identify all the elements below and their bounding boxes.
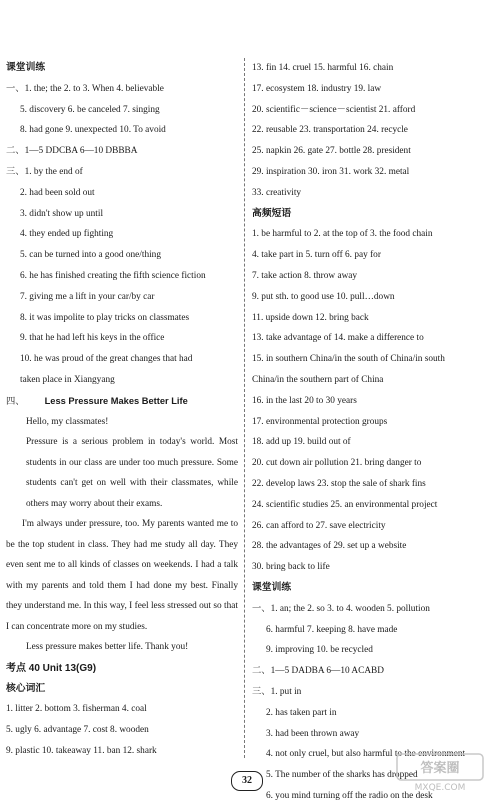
answer-line: 4. take part in 5. turn off 6. pay for (252, 250, 381, 261)
answer-line: taken place in Xiangyang (20, 374, 115, 385)
answer-line: 4. not only cruel, but also harmful to the environment (266, 749, 466, 760)
section-title-class-training: 课堂训练 (6, 62, 46, 73)
answer-line: 13. fin 14. cruel 15. harmful 16. chain (252, 63, 394, 73)
essay-closing: Less pressure makes better life. Thank you! (26, 642, 189, 653)
answer-line: 6. harmful 7. keeping 8. have made (266, 624, 398, 635)
answer-line: 9. improving 10. be recycled (266, 645, 373, 656)
answer-line: 26. can afford to 27. save electricity (252, 520, 386, 531)
answer-line: 5. can be turned into a good one/thing (20, 250, 161, 261)
svg-text:MXQE.COM: MXQE.COM (414, 783, 466, 793)
essay-greeting: Hello, my classmates! (26, 416, 109, 427)
essay-title: Less Pressure Makes Better Life (44, 395, 188, 406)
left-column (6, 58, 238, 762)
answer-line: 一、1. the; the 2. to 3. When 4. believable (6, 83, 164, 94)
answer-line: 5. ugly 6. advantage 7. cost 8. wooden (6, 725, 149, 736)
answer-line: China/in the southern part of China (252, 374, 384, 385)
answer-line: 一、1. an; the 2. so 3. to 4. wooden 5. pollution (252, 603, 430, 614)
right-column (252, 58, 486, 807)
section-title-phrases: 高频短语 (252, 207, 292, 219)
answer-line: 16. in the last 20 to 30 years (252, 395, 357, 406)
answer-line: 24. scientific studies 25. an environmental project (252, 499, 438, 510)
section-title-class-training-2: 课堂训练 (252, 581, 292, 593)
answer-line: 18. add up 19. build out of (252, 437, 351, 448)
answer-line: 7. giving me a lift in your car/by car (20, 291, 155, 302)
answer-line: 2. has taken part in (266, 707, 337, 718)
answer-line: 5. The number of the sharks has dropped (266, 770, 418, 781)
answer-line: 9. put sth. to good use 10. pull…down (252, 291, 395, 302)
answer-line: 8. had gone 9. unexpected 10. To avoid (20, 125, 166, 136)
answer-line: 11. upside down 12. bring back (252, 312, 369, 323)
answer-line: 22. reusable 23. transportation 24. recycle (252, 125, 408, 136)
watermark-logo (395, 752, 485, 794)
answer-line: 二、1—5 DDCBA 6—10 DBBBA (6, 146, 138, 157)
answer-line: 10. he was proud of the great changes that had (20, 354, 193, 365)
answer-line: 20. cut down air pollution 21. bring danger to (252, 458, 422, 469)
answer-line: 17. ecosystem 18. industry 19. law (252, 83, 382, 94)
answer-line: 7. take action 8. throw away (252, 270, 358, 281)
essay-body (6, 432, 238, 637)
answer-line: 9. that he had left his keys in the office (20, 333, 165, 344)
answer-line: 1. be harmful to 2. at the top of 3. the food chain (252, 229, 433, 240)
section-title-core-vocab: 核心词汇 (6, 682, 46, 694)
answer-line: 13. take advantage of 14. make a difference to (252, 333, 424, 344)
answer-line: 4. they ended up fighting (20, 229, 114, 240)
essay-paragraph: Pressure is a serious problem in today's world. Most students in our class are under too much pressure. Some students can't get on well with their classmates, while others may worry about their exams. (26, 437, 238, 509)
answer-line: 6. he has finished creating the fifth science fiction (20, 270, 206, 281)
answer-line: 8. it was impolite to play tricks on classmates (20, 312, 190, 323)
answer-line: 29. inspiration 30. iron 31. work 32. metal (252, 166, 410, 177)
answer-line: 6. you mind turning off the radio on the desk (266, 790, 433, 801)
unit-heading: 考点 40 Unit 13(G9) (6, 662, 97, 674)
answer-line: 15. in southern China/in the south of China/in south (252, 354, 445, 365)
answer-line: 22. develop laws 23. stop the sale of shark fins (252, 478, 426, 489)
essay-label: 四、 (6, 396, 25, 407)
answer-line: 三、1. by the end of (6, 166, 83, 177)
answer-line: 5. discovery 6. be canceled 7. singing (20, 104, 160, 115)
answer-line: 33. creativity (252, 187, 302, 198)
answer-line: 30. bring back to life (252, 562, 330, 573)
answer-line: 1. litter 2. bottom 3. fisherman 4. coal (6, 704, 147, 715)
page-number: 32 (231, 771, 263, 791)
column-divider (244, 58, 245, 758)
answer-line: 9. plastic 10. takeaway 11. ban 12. shark (6, 745, 157, 756)
answer-line: 二、1—5 DADBA 6—10 ACABD (252, 666, 384, 677)
essay-heading (6, 391, 238, 412)
svg-text:答案圈: 答案圈 (420, 761, 460, 776)
answer-line: 17. environmental protection groups (252, 416, 388, 427)
answer-line: 3. didn't show up until (20, 208, 104, 219)
answer-line: 25. napkin 26. gate 27. bottle 28. president (252, 146, 411, 157)
answer-line: 三、1. put in (252, 686, 302, 697)
answer-line: 28. the advantages of 29. set up a website (252, 541, 407, 552)
essay-paragraph: I'm always under pressure, too. My parents wanted me to be the top student in class. They had me study all day. They even sent me to all kinds of classes on weekends. I had a talk with my parents and told them I had done my best. Finally they understand me. In this way, I feel less stressed out so that I can concentrate more on my studies. (6, 519, 238, 632)
answer-line: 2. had been sold out (20, 187, 95, 198)
answer-line: 20. scientific－science－scientist 21. afford (252, 104, 416, 115)
answer-line: 3. had been thrown away (266, 728, 360, 739)
